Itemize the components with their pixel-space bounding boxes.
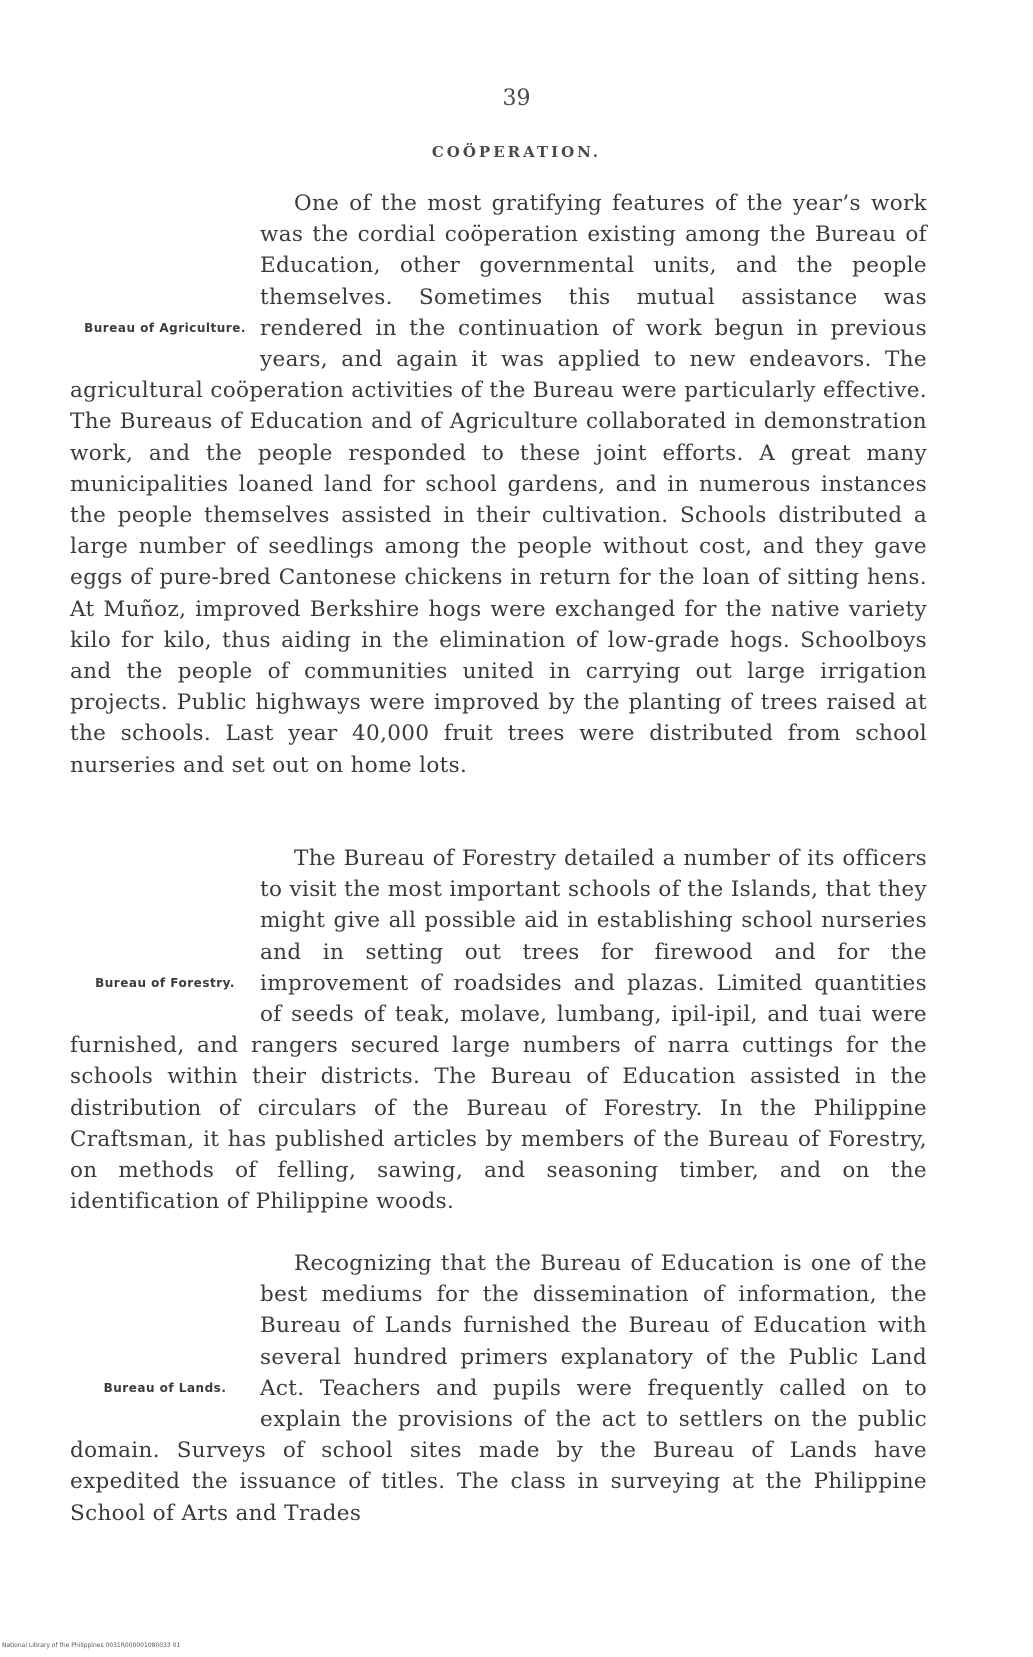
page-number: 39 — [502, 86, 531, 111]
sidenote-spacer — [70, 843, 260, 874]
sidenote-spacer — [70, 219, 260, 250]
sidenote-spacer — [70, 1310, 260, 1341]
footer-scan-label: National Library of the Philippines 0031R000001080033 01 — [2, 1642, 181, 1649]
sidenote-spacer — [70, 250, 260, 281]
sidenote-spacer — [70, 1279, 260, 1310]
paragraph-lands: Recognizing that the Bureau of Education is one of the best mediums for the dissemination of information, the Bureau of Lands furnished the Bureau of Education with several hundred primers explanatory of the Public Land Act. Teachers and pupils were frequently called on to explain the provisions of the act to settlers on the public domain. Surveys of school sites made by the Bureau of Lands have expedited the issuance of titles. The class in surveying at the Philippine School of Arts and Trades — [70, 1251, 927, 1526]
paragraph-block-1 — [70, 188, 927, 781]
sidenote-agriculture: Bureau of Agriculture. — [84, 320, 246, 335]
sidenote-spacer — [70, 1248, 260, 1279]
sidenote-spacer — [70, 905, 260, 936]
sidenote-spacer — [70, 188, 260, 219]
sidenote-box-forestry — [70, 937, 260, 1031]
sidenote-box-agriculture — [70, 282, 260, 376]
paragraph-block-2 — [70, 843, 927, 1217]
paragraph-forestry: The Bureau of Forestry detailed a number of its officers to visit the most important schools of the Islands, that they might give all possible aid in establishing school nurseries and in setting out trees for firewood and for the improvement of roadsides and plazas. Limited quantities of seeds of teak, molave, lumbang, ipil-ipil, and tuai were furnished, and rangers secured large numbers of narra cuttings for the schools within their districts. The Bureau of Education assisted in the distribution of circulars of the Bureau of Forestry. In the Philippine Craftsman, it has published articles by members of the Bureau of Forestry, on methods of felling, sawing, and seasoning timber, and on the identification of Philippine woods. — [70, 846, 927, 1215]
paragraph-cooperation: One of the most gratifying features of the year’s work was the cordial coöperation existing among the Bureau of Education, other governmental units, and the people themselves. Sometimes this mutual assistance was rendered in the continuation of work begun in previous years, and again it was applied to new endeavors. The agricultural coöperation activities of the Bureau were particularly effective. The Bureaus of Education and of Agriculture collaborated in demonstration work, and the people responded to these joint efforts. A great many municipalities loaned land for school gardens, and in numerous instances the people themselves assisted in their cultivation. Schools distributed a large number of seedlings among the people without cost, and they gave eggs of pure-bred Cantonese chickens in return for the loan of sitting hens. At Muñoz, improved Berkshire hogs were exchanged for the native variety kilo for kilo, thus aiding in the elimination of low-grade hogs. Schoolboys and the people of communities united in carrying out large irrigation projects. Public highways were improved by the planting of trees raised at the schools. Last year 40,000 fruit trees were distributed from school nurseries and set out on home lots. — [70, 191, 927, 778]
sidenote-forestry: Bureau of Forestry. — [95, 975, 235, 990]
section-title: COÖPERATION. — [431, 143, 602, 161]
paragraph-block-3 — [70, 1248, 927, 1529]
sidenote-spacer — [70, 874, 260, 905]
sidenote-lands: Bureau of Lands. — [103, 1380, 227, 1395]
sidenote-box-lands — [70, 1342, 260, 1436]
